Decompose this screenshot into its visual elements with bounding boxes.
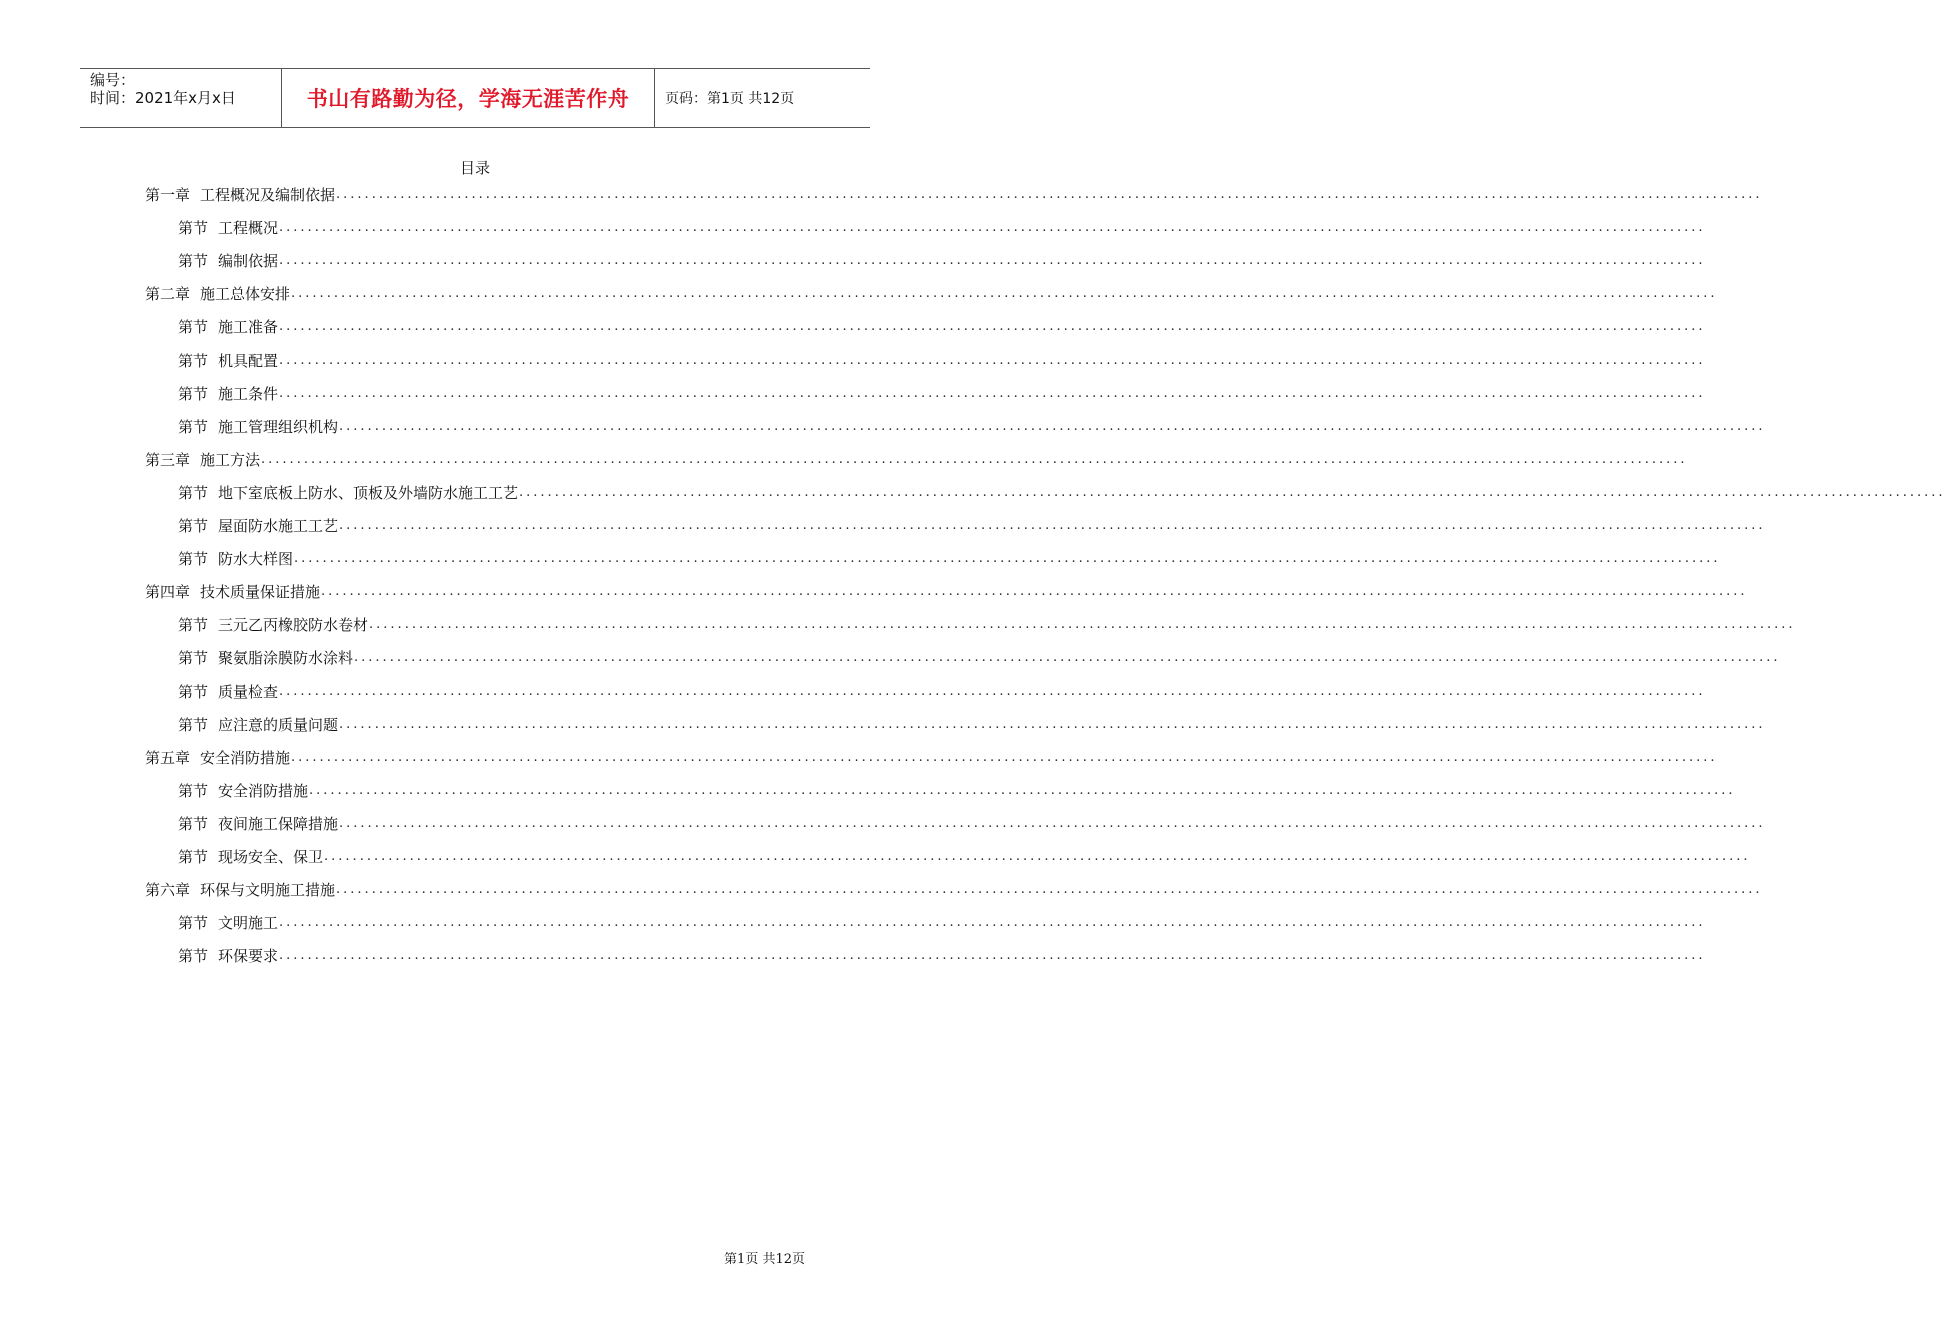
toc-entry-number: 第一章	[145, 186, 191, 204]
toc-entry-label	[178, 316, 278, 337]
toc-entry-label	[178, 217, 278, 238]
toc-entry-number: 第节	[178, 649, 209, 668]
header-meta	[80, 69, 282, 127]
toc-section-entry[interactable]	[178, 939, 1706, 972]
toc-entry-number: 第节	[178, 947, 209, 966]
toc-chapter-entry[interactable]	[145, 741, 1718, 774]
toc-section-entry[interactable]	[178, 377, 1706, 410]
toc-entry-text: 环保要求	[218, 947, 279, 966]
toc-entry-label	[178, 548, 293, 569]
toc-section-entry[interactable]	[178, 641, 1781, 674]
toc-entry-label	[178, 780, 308, 801]
document-number-label: 编号：	[90, 71, 136, 89]
toc-entry-label	[178, 681, 278, 702]
toc-title: 目录	[459, 159, 490, 177]
toc-leader-dots: ........................................................................................................................................................................................................	[279, 948, 1706, 964]
toc-entry-text: 施工准备	[218, 318, 279, 337]
toc-leader-dots: ........................................................................................................................................................................................................	[324, 849, 1751, 864]
toc-entry-number: 第节	[178, 550, 209, 569]
toc-entry-text: 应注意的质量问题	[218, 715, 339, 734]
toc-entry-number: 第节	[178, 616, 209, 635]
toc-leader-dots: ........................................................................................................................................................................................................	[279, 220, 1706, 236]
toc-section-entry[interactable]	[178, 708, 1766, 741]
toc-entry-label	[178, 945, 278, 966]
toc-entry-number: 第二章	[145, 285, 191, 304]
toc-entry-text: 质量检查	[218, 682, 279, 701]
toc-leader-dots: ........................................................................................................................................................................................................	[369, 617, 1796, 633]
toc-entry-text: 施工总体安排	[200, 285, 291, 304]
toc-section-entry[interactable]	[178, 509, 1766, 542]
toc-chapter-entry[interactable]	[145, 178, 1763, 211]
toc-entry-label	[178, 647, 353, 668]
toc-entry-label	[178, 350, 278, 371]
toc-entry-number: 第节	[178, 483, 209, 502]
toc-leader-dots: ........................................................................................................................................................................................................	[339, 418, 1766, 434]
toc-leader-dots: ........................................................................................................................................................................................................	[291, 286, 1718, 302]
toc-chapter-entry[interactable]	[145, 575, 1748, 608]
toc-entry-label	[178, 912, 278, 933]
toc-entry-text: 地下室底板上防水、顶板及外墙防水施工工艺	[218, 483, 519, 502]
toc-entry-text: 机具配置	[218, 351, 279, 370]
toc-entry-number: 第节	[178, 517, 209, 535]
toc-entry-label	[178, 846, 323, 867]
toc-section-entry[interactable]	[178, 211, 1706, 244]
toc-entry-label	[178, 515, 338, 536]
toc-entry-text: 安全消防措施	[218, 781, 309, 800]
toc-leader-dots: ........................................................................................................................................................................................................	[291, 749, 1718, 765]
toc-entry-text: 聚氨脂涂膜防水涂料	[218, 649, 354, 668]
toc-entry-text: 施工条件	[218, 384, 279, 403]
toc-entry-text: 现场安全、保卫	[218, 848, 324, 866]
toc-entry-label	[178, 250, 278, 271]
toc-entry-label	[145, 449, 260, 470]
toc-entry-label	[178, 813, 338, 834]
toc-leader-dots: ........................................................................................................................................................................................................	[261, 451, 1688, 467]
toc-section-entry[interactable]	[178, 675, 1706, 708]
toc-section-entry[interactable]	[178, 774, 1736, 807]
toc-entry-label	[178, 416, 338, 437]
toc-entry-number: 第节	[178, 417, 209, 436]
toc-entry-text: 工程概况	[218, 219, 279, 238]
toc-entry-label	[145, 184, 335, 205]
toc-entry-text: 文明施工	[218, 914, 279, 933]
toc-entry-number: 第节	[178, 384, 209, 403]
toc-entry-label	[178, 383, 278, 404]
toc-entry-label	[145, 283, 290, 304]
toc-leader-dots: ........................................................................................................................................................................................................	[279, 915, 1706, 931]
toc-leader-dots: ........................................................................................................................................................................................................	[339, 815, 1766, 831]
toc-entry-number: 第节	[178, 715, 209, 734]
toc-entry-label	[178, 482, 518, 503]
toc-entry-label	[178, 714, 338, 735]
toc-entry-text: 工程概况及编制依据	[200, 186, 336, 204]
toc-entry-text: 三元乙丙橡胶防水卷材	[218, 616, 369, 635]
toc-leader-dots: ........................................................................................................................................................................................................	[279, 385, 1706, 401]
header-motto: 书山有路勤为径，学海无涯苦作舟	[282, 69, 655, 127]
toc-leader-dots: ........................................................................................................................................................................................................	[354, 650, 1781, 666]
toc-entry-number: 第节	[178, 682, 209, 701]
page-footer: 第1页 共12页	[724, 1252, 805, 1267]
toc-entry-number: 第节	[178, 848, 209, 866]
toc-leader-dots: ........................................................................................................................................................................................................	[336, 882, 1763, 898]
toc-entry-number: 第节	[178, 814, 209, 833]
toc-section-entry[interactable]	[178, 344, 1706, 377]
toc-leader-dots: ........................................................................................................................................................................................................	[279, 683, 1706, 699]
toc-chapter-entry[interactable]	[145, 873, 1763, 906]
document-date-label: 时间：2021年x月x日	[90, 89, 236, 107]
toc-leader-dots: ........................................................................................................................................................................................................	[309, 782, 1736, 798]
toc-leader-dots: ........................................................................................................................................................................................................	[279, 253, 1706, 269]
toc-entry-label	[178, 614, 368, 635]
toc-entry-text: 安全消防措施	[200, 748, 291, 767]
toc-section-entry[interactable]	[178, 410, 1766, 443]
toc-leader-dots: ........................................................................................................................................................................................................	[279, 352, 1706, 368]
toc-entry-number: 第节	[178, 351, 209, 370]
toc-entry-text: 编制依据	[218, 252, 279, 271]
toc-entry-text: 技术质量保证措施	[200, 583, 321, 602]
toc-section-entry[interactable]	[178, 244, 1706, 277]
toc-entry-number: 第五章	[145, 748, 191, 767]
toc-leader-dots: ........................................................................................................................................................................................................	[519, 484, 1946, 500]
toc-entry-label	[145, 879, 335, 900]
toc-leader-dots: ........................................................................................................................................................................................................	[321, 584, 1748, 600]
toc-section-entry[interactable]	[178, 608, 1796, 641]
toc-chapter-entry[interactable]	[145, 443, 1688, 476]
toc-entry-label	[145, 581, 320, 602]
toc-section-entry[interactable]	[178, 310, 1706, 343]
toc-leader-dots: ........................................................................................................................................................................................................	[339, 518, 1766, 533]
toc-entry-number: 第节	[178, 252, 209, 271]
toc-leader-dots: ........................................................................................................................................................................................................	[339, 716, 1766, 732]
toc-entry-text: 环保与文明施工措施	[200, 881, 336, 900]
toc-entry-text: 防水大样图	[218, 550, 294, 569]
toc-section-entry[interactable]	[178, 476, 1946, 509]
toc-entry-number: 第六章	[145, 881, 191, 900]
toc-entry-number: 第节	[178, 318, 209, 337]
toc-entry-text: 屋面防水施工工艺	[218, 517, 339, 535]
toc-leader-dots: ........................................................................................................................................................................................................	[279, 319, 1706, 335]
toc-section-entry[interactable]	[178, 840, 1751, 873]
toc-leader-dots: ........................................................................................................................................................................................................	[294, 551, 1721, 567]
toc-entry-text: 夜间施工保障措施	[218, 814, 339, 833]
toc-entry-number: 第节	[178, 781, 209, 800]
toc-entry-number: 第三章	[145, 450, 191, 469]
toc-entry-label	[145, 747, 290, 768]
toc-entry-text: 施工方法	[200, 450, 261, 469]
header-page-info: 页码：第1页 共12页	[665, 91, 795, 107]
toc-leader-dots: ........................................................................................................................................................................................................	[336, 187, 1763, 202]
toc-entry-text: 施工管理组织机构	[218, 417, 339, 436]
toc-chapter-entry[interactable]	[145, 277, 1718, 310]
toc-entry-number: 第节	[178, 219, 209, 238]
toc-entry-number: 第四章	[145, 583, 191, 602]
toc-section-entry[interactable]	[178, 807, 1766, 840]
toc-section-entry[interactable]	[178, 542, 1721, 575]
toc-section-entry[interactable]	[178, 906, 1706, 939]
toc-entry-number: 第节	[178, 914, 209, 933]
page-header	[80, 68, 870, 128]
